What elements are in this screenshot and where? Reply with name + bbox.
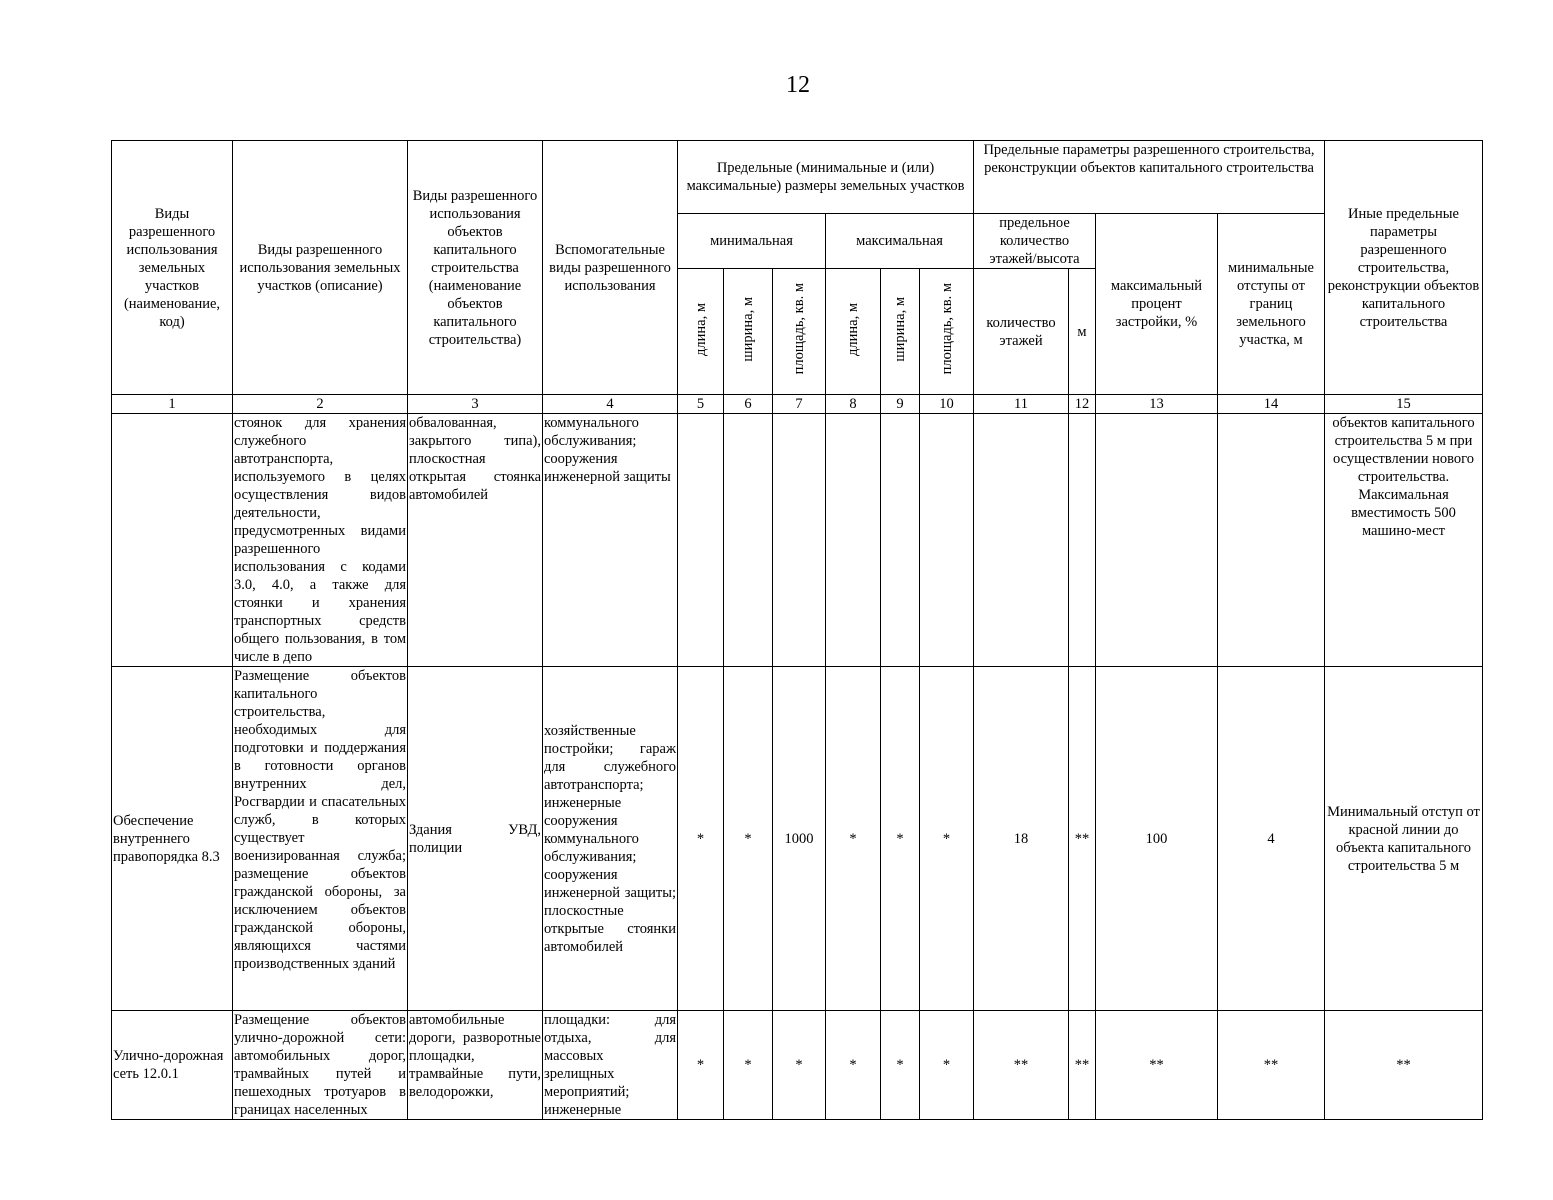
cell-capital-construction-use: автомобильные дороги, разворотные площадки, трамвайные пути, велодорожки, <box>408 1011 543 1120</box>
header-col1: Виды разрешенного использования земельных участков (наименование, код) <box>112 141 233 395</box>
cell-min-length <box>678 414 724 667</box>
cell-auxiliary-use: площадки: для отдыха, для массовых зрелищных мероприятий; инженерные <box>544 1012 676 1118</box>
cell-min-area: * <box>773 1011 826 1120</box>
cell-floors: ** <box>974 1011 1069 1120</box>
header-group-params: Предельные параметры разрешенного строительства, реконструкции объектов капитального строительства <box>974 141 1325 214</box>
cell-max-area: * <box>920 667 974 1011</box>
cell-height <box>1069 414 1096 667</box>
column-number: 1 <box>112 395 233 414</box>
column-number: 3 <box>408 395 543 414</box>
cell-land-use-description: Размещение объектов улично-дорожной сети: автомобильных дорог, трамвайных путей и пешеходных тротуаров в границах населенных <box>234 1012 406 1118</box>
cell-other-params: Минимальный отступ от красной линии до объекта капитального строительства 5 м <box>1325 667 1483 1011</box>
column-number: 10 <box>920 395 974 414</box>
column-number: 13 <box>1096 395 1218 414</box>
page-number: 12 <box>786 72 810 98</box>
cell-max-percent: ** <box>1096 1011 1218 1120</box>
header-max-width: ширина, м <box>881 269 920 395</box>
cell-max-width: * <box>881 1011 920 1120</box>
column-number: 2 <box>233 395 408 414</box>
cell-min-setback <box>1218 414 1325 667</box>
cell-height: ** <box>1069 1011 1096 1120</box>
header-floors-height: предельное количество этажей/высота <box>974 214 1096 269</box>
cell-min-width: * <box>724 1011 773 1120</box>
cell-min-length: * <box>678 1011 724 1120</box>
cell-auxiliary-use: хозяйственные постройки; гараж для служебного автотранспорта; инженерные сооружения коммунального обслуживания; сооружения инженерной защиты; плоскостные открытые стоянки автомобилей <box>543 667 678 1011</box>
column-number: 11 <box>974 395 1069 414</box>
header-max-area: площадь, кв. м <box>920 269 974 395</box>
cell-max-area: * <box>920 1011 974 1120</box>
column-number: 9 <box>881 395 920 414</box>
cell-max-area <box>920 414 974 667</box>
cell-max-width <box>881 414 920 667</box>
header-col4: Вспомогательные виды разрешенного использования <box>543 141 678 395</box>
cell-min-width <box>724 414 773 667</box>
header-col2: Виды разрешенного использования земельных участков (описание) <box>233 141 408 395</box>
cell-min-width: * <box>724 667 773 1011</box>
cell-land-use-description: стоянок для хранения служебного автотранспорта, используемого в целях осуществления видов деятельности, предусмотренных видами разрешенного использования с кодами 3.0, 4.0, а также для стоянки и хранения транспортных средств общего пользования, в том числе в депо <box>234 415 406 665</box>
cell-capital-construction-use: обвалованная, закрытого типа), плоскостная открытая стоянка автомобилей <box>408 414 543 667</box>
header-min-length: длина, м <box>678 269 724 395</box>
column-number: 4 <box>543 395 678 414</box>
cell-max-length <box>826 414 881 667</box>
table-row <box>112 667 1483 1011</box>
header-minimal: минимальная <box>678 214 826 269</box>
header-min-area: площадь, кв. м <box>773 269 826 395</box>
cell-min-setback: 4 <box>1218 667 1325 1011</box>
column-number: 5 <box>678 395 724 414</box>
cell-land-use-description: Размещение объектов капитального строительства, необходимых для подготовки и поддержания в готовности органов внутренних дел, Росгвардии и спасательных служб, в которых существует военизированная служба; размещение объектов гражданской обороны, за исключением объектов гражданской обороны, являющихся частями производственных зданий <box>233 667 408 1011</box>
cell-auxiliary-use: коммунального обслуживания; сооружения инженерной защиты <box>543 414 678 667</box>
cell-max-percent: 100 <box>1096 667 1218 1011</box>
cell-max-percent <box>1096 414 1218 667</box>
cell-min-length: * <box>678 667 724 1011</box>
column-number: 8 <box>826 395 881 414</box>
header-other-params: Иные предельные параметры разрешенного строительства, реконструкции объектов капитального строительства <box>1325 141 1483 395</box>
cell-min-area: 1000 <box>773 667 826 1011</box>
cell-floors: 18 <box>974 667 1069 1011</box>
cell-max-length: * <box>826 667 881 1011</box>
header-max-percent: максимальный процент застройки, % <box>1096 214 1218 395</box>
column-number: 6 <box>724 395 773 414</box>
cell-max-length: * <box>826 1011 881 1120</box>
header-col3: Виды разрешенного использования объектов капитального строительства (наименование объектов капитального строительства) <box>408 141 543 395</box>
cell-min-setback: ** <box>1218 1011 1325 1120</box>
land-use-regulations-table <box>111 140 1483 1120</box>
cell-other-params: объектов капитального строительства 5 м при осуществлении нового строительства. Максимальная вместимость 500 машино-мест <box>1325 414 1483 667</box>
cell-max-width: * <box>881 667 920 1011</box>
column-number: 14 <box>1218 395 1325 414</box>
table-row <box>112 414 1483 667</box>
header-min-width: ширина, м <box>724 269 773 395</box>
table-row <box>112 1011 1483 1120</box>
header-maximal: максимальная <box>826 214 974 269</box>
cell-land-use-name <box>112 414 233 667</box>
header-group-sizes: Предельные (минимальные и (или) максимальные) размеры земельных участков <box>678 141 974 214</box>
cell-height: ** <box>1069 667 1096 1011</box>
cell-other-params: ** <box>1325 1011 1483 1120</box>
header-floors-count: количество этажей <box>974 269 1069 395</box>
column-number: 15 <box>1325 395 1483 414</box>
column-number: 7 <box>773 395 826 414</box>
cell-capital-construction-use: Здания УВД, полиции <box>408 667 543 1011</box>
cell-floors <box>974 414 1069 667</box>
column-numbers-row <box>112 395 1483 414</box>
header-meters: м <box>1069 269 1096 395</box>
header-max-length: длина, м <box>826 269 881 395</box>
header-row-1 <box>112 141 1483 214</box>
column-number: 12 <box>1069 395 1096 414</box>
cell-land-use-name: Обеспечение внутреннего правопорядка 8.3 <box>112 667 233 1011</box>
header-min-setback: минимальные отступы от границ земельного участка, м <box>1218 214 1325 395</box>
cell-land-use-name: Улично-дорожная сеть 12.0.1 <box>112 1011 233 1120</box>
cell-min-area <box>773 414 826 667</box>
